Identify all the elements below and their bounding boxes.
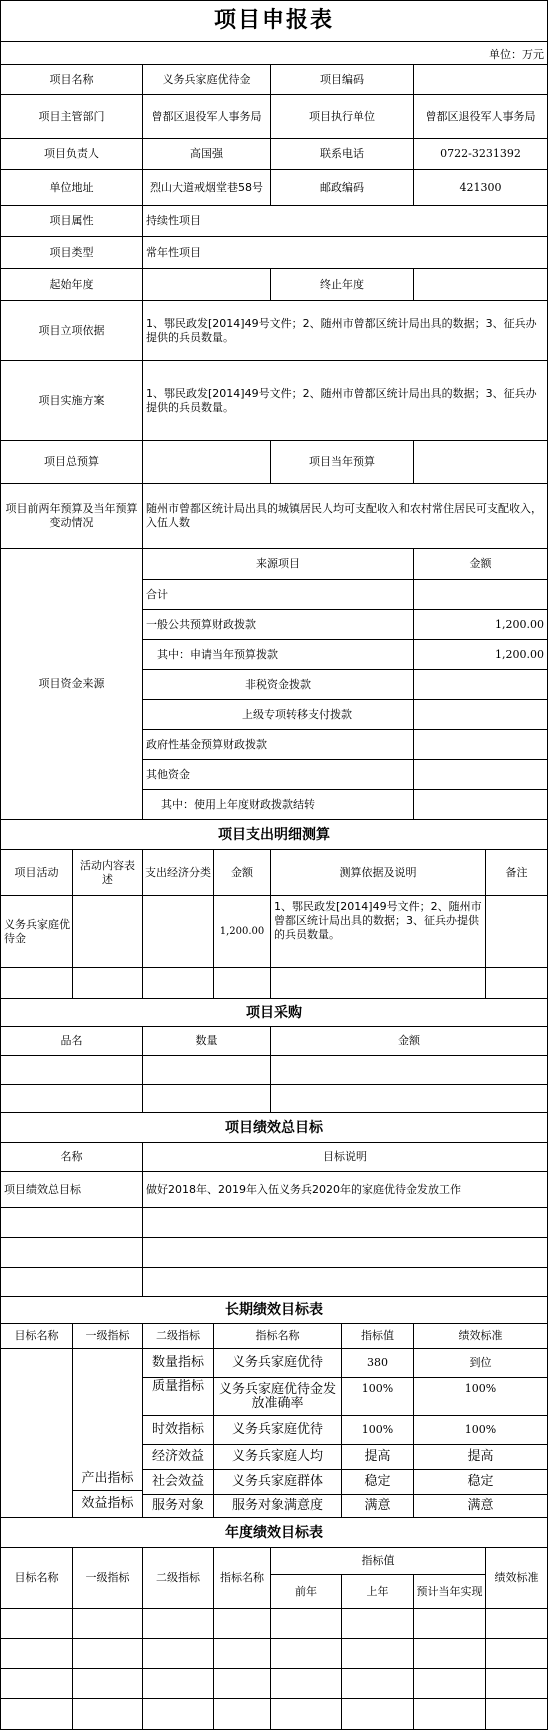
annual-empty-cell xyxy=(0,1638,73,1669)
long-term-indicator-value: 100% xyxy=(341,1415,414,1445)
address-value: 烈山大道戒烟堂巷58号 xyxy=(142,169,271,206)
type-value: 常年性项目 xyxy=(142,236,548,269)
project-name-value: 义务兵家庭优待金 xyxy=(142,64,271,95)
expense-header: 活动内容表述 xyxy=(72,849,143,896)
funding-row-amount xyxy=(413,759,548,790)
expense-category xyxy=(142,895,214,968)
expense-empty-cell xyxy=(142,967,214,999)
expense-empty-cell xyxy=(213,967,271,999)
long-term-indicator-name: 义务兵家庭优待 xyxy=(213,1348,342,1378)
funding-amount-header: 金额 xyxy=(413,548,548,580)
long-term-level2: 数量指标 xyxy=(142,1348,214,1378)
long-term-indicator-name: 义务兵家庭群体 xyxy=(213,1469,342,1495)
annual-empty-cell xyxy=(72,1698,143,1730)
start-year-value xyxy=(142,268,271,301)
funding-row-name: 政府性基金预算财政拨款 xyxy=(142,729,414,760)
procure-header: 品名 xyxy=(0,1026,143,1056)
expense-header: 测算依据及说明 xyxy=(270,849,486,896)
procure-header: 数量 xyxy=(142,1026,271,1056)
long-term-level1-benefit: 效益指标 xyxy=(72,1490,143,1518)
total-budget-value xyxy=(142,440,271,484)
procure-empty-cell xyxy=(142,1084,271,1113)
annual-empty-cell xyxy=(72,1668,143,1699)
annual-empty-cell xyxy=(72,1638,143,1669)
annual-subheader: 上年 xyxy=(341,1574,414,1609)
long-term-level2: 服务对象 xyxy=(142,1494,214,1518)
long-term-header: 一级指标 xyxy=(72,1323,143,1349)
plan-value: 1、鄂民政发[2014]49号文件；2、随州市曾都区统计局出具的数据；3、征兵办提供的兵员数量。 xyxy=(142,360,548,441)
procure-empty-cell xyxy=(270,1055,548,1085)
unit-label: 单位：万元 xyxy=(0,41,548,65)
annual-empty-cell xyxy=(485,1638,548,1669)
annual-empty-cell xyxy=(0,1608,73,1639)
expense-header: 备注 xyxy=(485,849,548,896)
annual-empty-cell xyxy=(270,1698,342,1730)
funding-source-header: 来源项目 xyxy=(142,548,414,580)
annual-empty-cell xyxy=(341,1608,414,1639)
long-term-header: 绩效标准 xyxy=(413,1323,548,1349)
annual-header: 指标值 xyxy=(270,1547,486,1575)
perf-total-name: 项目绩效总目标 xyxy=(0,1171,143,1208)
perf-total-name-header: 名称 xyxy=(0,1142,143,1172)
funding-row-name: 一般公共预算财政拨款 xyxy=(142,609,414,640)
funding-row-amount xyxy=(413,669,548,700)
funding-row-name: 上级专项转移支付拨款 xyxy=(142,699,414,730)
annual-subheader: 预计当年实现 xyxy=(413,1574,486,1609)
dept-label: 项目主管部门 xyxy=(0,94,143,139)
long-term-header: 指标名称 xyxy=(213,1323,342,1349)
annual-empty-cell xyxy=(213,1608,271,1639)
annual-empty-cell xyxy=(485,1698,548,1730)
annual-empty-cell xyxy=(0,1698,73,1730)
expense-empty-cell xyxy=(485,967,548,999)
funding-label: 项目资金来源 xyxy=(0,548,143,820)
annual-empty-cell xyxy=(270,1608,342,1639)
perf-total-empty-cell xyxy=(142,1207,548,1238)
expense-section-title: 项目支出明细测算 xyxy=(0,819,548,850)
annual-empty-cell xyxy=(142,1698,214,1730)
funding-row-name: 其他资金 xyxy=(142,759,414,790)
address-label: 单位地址 xyxy=(0,169,143,206)
funding-row-name: 合计 xyxy=(142,579,414,610)
leader-label: 项目负责人 xyxy=(0,138,143,170)
expense-amount: 1,200.00 xyxy=(213,895,271,968)
annual-empty-cell xyxy=(213,1668,271,1699)
perf-total-empty-cell xyxy=(0,1267,143,1297)
long-term-standard: 稳定 xyxy=(413,1469,548,1495)
plan-label: 项目实施方案 xyxy=(0,360,143,441)
perf-total-empty-cell xyxy=(142,1267,548,1297)
long-term-indicator-value: 满意 xyxy=(341,1494,414,1518)
procure-section-title: 项目采购 xyxy=(0,998,548,1027)
annual-empty-cell xyxy=(341,1698,414,1730)
annual-empty-cell xyxy=(341,1668,414,1699)
funding-row-amount xyxy=(413,729,548,760)
funding-row-amount xyxy=(413,789,548,820)
expense-header: 金额 xyxy=(213,849,271,896)
procure-empty-cell xyxy=(0,1055,143,1085)
annual-empty-cell xyxy=(413,1668,486,1699)
long-term-header: 指标值 xyxy=(341,1323,414,1349)
type-label: 项目类型 xyxy=(0,236,143,269)
funding-row-amount xyxy=(413,579,548,610)
basis-label: 项目立项依据 xyxy=(0,300,143,361)
dept-value: 曾都区退役军人事务局 xyxy=(142,94,271,139)
annual-empty-cell xyxy=(413,1608,486,1639)
expense-basis: 1、鄂民政发[2014]49号文件；2、随州市曾都区统计局出具的数据；3、征兵办提供的兵员数量。 xyxy=(270,895,486,968)
annual-header: 目标名称 xyxy=(0,1547,73,1609)
annual-empty-cell xyxy=(0,1668,73,1699)
funding-row-amount xyxy=(413,699,548,730)
project-code-value xyxy=(413,64,548,95)
long-term-level2: 时效指标 xyxy=(142,1415,214,1445)
exec-unit-value: 曾都区退役军人事务局 xyxy=(413,94,548,139)
annual-header: 指标名称 xyxy=(213,1547,271,1609)
annual-empty-cell xyxy=(142,1668,214,1699)
annual-empty-cell xyxy=(72,1608,143,1639)
long-term-standard: 提高 xyxy=(413,1444,548,1470)
long-term-section-title: 长期绩效目标表 xyxy=(0,1296,548,1324)
long-term-indicator-name: 义务兵家庭优待 xyxy=(213,1415,342,1445)
zip-value: 421300 xyxy=(413,169,548,206)
phone-label: 联系电话 xyxy=(270,138,414,170)
expense-note xyxy=(485,895,548,968)
long-term-standard: 满意 xyxy=(413,1494,548,1518)
annual-empty-cell xyxy=(413,1638,486,1669)
annual-empty-cell xyxy=(485,1668,548,1699)
long-term-indicator-value: 100% xyxy=(341,1377,414,1416)
leader-value: 高国强 xyxy=(142,138,271,170)
expense-empty-cell xyxy=(72,967,143,999)
annual-empty-cell xyxy=(270,1638,342,1669)
long-term-level2: 质量指标 xyxy=(142,1377,214,1416)
annual-empty-cell xyxy=(485,1608,548,1639)
annual-section-title: 年度绩效目标表 xyxy=(0,1517,548,1548)
annual-empty-cell xyxy=(213,1698,271,1730)
annual-empty-cell xyxy=(270,1668,342,1699)
project-code-label: 项目编码 xyxy=(270,64,414,95)
basis-value: 1、鄂民政发[2014]49号文件；2、随州市曾都区统计局出具的数据；3、征兵办提供的兵员数量。 xyxy=(142,300,548,361)
change-value: 随州市曾都区统计局出具的城镇居民人均可支配收入和农村常住居民可支配收入，入伍人数 xyxy=(142,483,548,549)
year-budget-label: 项目当年预算 xyxy=(270,440,414,484)
perf-total-empty-cell xyxy=(0,1237,143,1268)
long-term-indicator-value: 380 xyxy=(341,1348,414,1378)
end-year-value xyxy=(413,268,548,301)
end-year-label: 终止年度 xyxy=(270,268,414,301)
long-term-level2: 社会效益 xyxy=(142,1469,214,1495)
expense-header: 项目活动 xyxy=(0,849,73,896)
perf-total-empty-cell xyxy=(142,1237,548,1268)
expense-activity: 义务兵家庭优待金 xyxy=(0,895,73,968)
total-budget-label: 项目总预算 xyxy=(0,440,143,484)
perf-total-section-title: 项目绩效总目标 xyxy=(0,1112,548,1143)
long-term-standard: 100% xyxy=(413,1377,548,1416)
long-term-indicator-value: 稳定 xyxy=(341,1469,414,1495)
project-name-label: 项目名称 xyxy=(0,64,143,95)
procure-empty-cell xyxy=(270,1084,548,1113)
page-title: 项目申报表 xyxy=(0,0,548,42)
funding-row-name: 其中：申请当年预算拨款 xyxy=(142,639,414,670)
long-term-target-name xyxy=(0,1348,73,1518)
long-term-standard: 100% xyxy=(413,1415,548,1445)
year-budget-value xyxy=(413,440,548,484)
funding-row-amount: 1,200.00 xyxy=(413,639,548,670)
long-term-indicator-value: 提高 xyxy=(341,1444,414,1470)
long-term-header: 目标名称 xyxy=(0,1323,73,1349)
annual-empty-cell xyxy=(413,1698,486,1730)
procure-empty-cell xyxy=(142,1055,271,1085)
long-term-level2: 经济效益 xyxy=(142,1444,214,1470)
exec-unit-label: 项目执行单位 xyxy=(270,94,414,139)
expense-empty-cell xyxy=(0,967,73,999)
phone-value: 0722-3231392 xyxy=(413,138,548,170)
start-year-label: 起始年度 xyxy=(0,268,143,301)
perf-total-desc: 做好2018年、2019年入伍义务兵2020年的家庭优待金发放工作 xyxy=(142,1171,548,1208)
annual-empty-cell xyxy=(213,1638,271,1669)
perf-total-desc-header: 目标说明 xyxy=(142,1142,548,1172)
attr-label: 项目属性 xyxy=(0,205,143,237)
expense-content xyxy=(72,895,143,968)
long-term-indicator-name: 义务兵家庭优待金发放准确率 xyxy=(213,1377,342,1416)
expense-header: 支出经济分类 xyxy=(142,849,214,896)
long-term-standard: 到位 xyxy=(413,1348,548,1378)
expense-empty-cell xyxy=(270,967,486,999)
funding-row-amount: 1,200.00 xyxy=(413,609,548,640)
change-label: 项目前两年预算及当年预算变动情况 xyxy=(0,483,143,549)
annual-empty-cell xyxy=(341,1638,414,1669)
attr-value: 持续性项目 xyxy=(142,205,548,237)
perf-total-empty-cell xyxy=(0,1207,143,1238)
annual-empty-cell xyxy=(142,1608,214,1639)
funding-row-name: 其中：使用上年度财政拨款结转 xyxy=(142,789,414,820)
long-term-indicator-name: 义务兵家庭人均 xyxy=(213,1444,342,1470)
zip-label: 邮政编码 xyxy=(270,169,414,206)
long-term-header: 二级指标 xyxy=(142,1323,214,1349)
annual-header: 二级指标 xyxy=(142,1547,214,1609)
annual-empty-cell xyxy=(142,1638,214,1669)
procure-empty-cell xyxy=(0,1084,143,1113)
annual-header: 一级指标 xyxy=(72,1547,143,1609)
long-term-level1-output: 产出指标 xyxy=(72,1348,143,1491)
funding-row-name: 非税资金拨款 xyxy=(142,669,414,700)
annual-subheader: 前年 xyxy=(270,1574,342,1609)
annual-header: 绩效标准 xyxy=(485,1547,548,1609)
long-term-indicator-name: 服务对象满意度 xyxy=(213,1494,342,1518)
procure-header: 金额 xyxy=(270,1026,548,1056)
